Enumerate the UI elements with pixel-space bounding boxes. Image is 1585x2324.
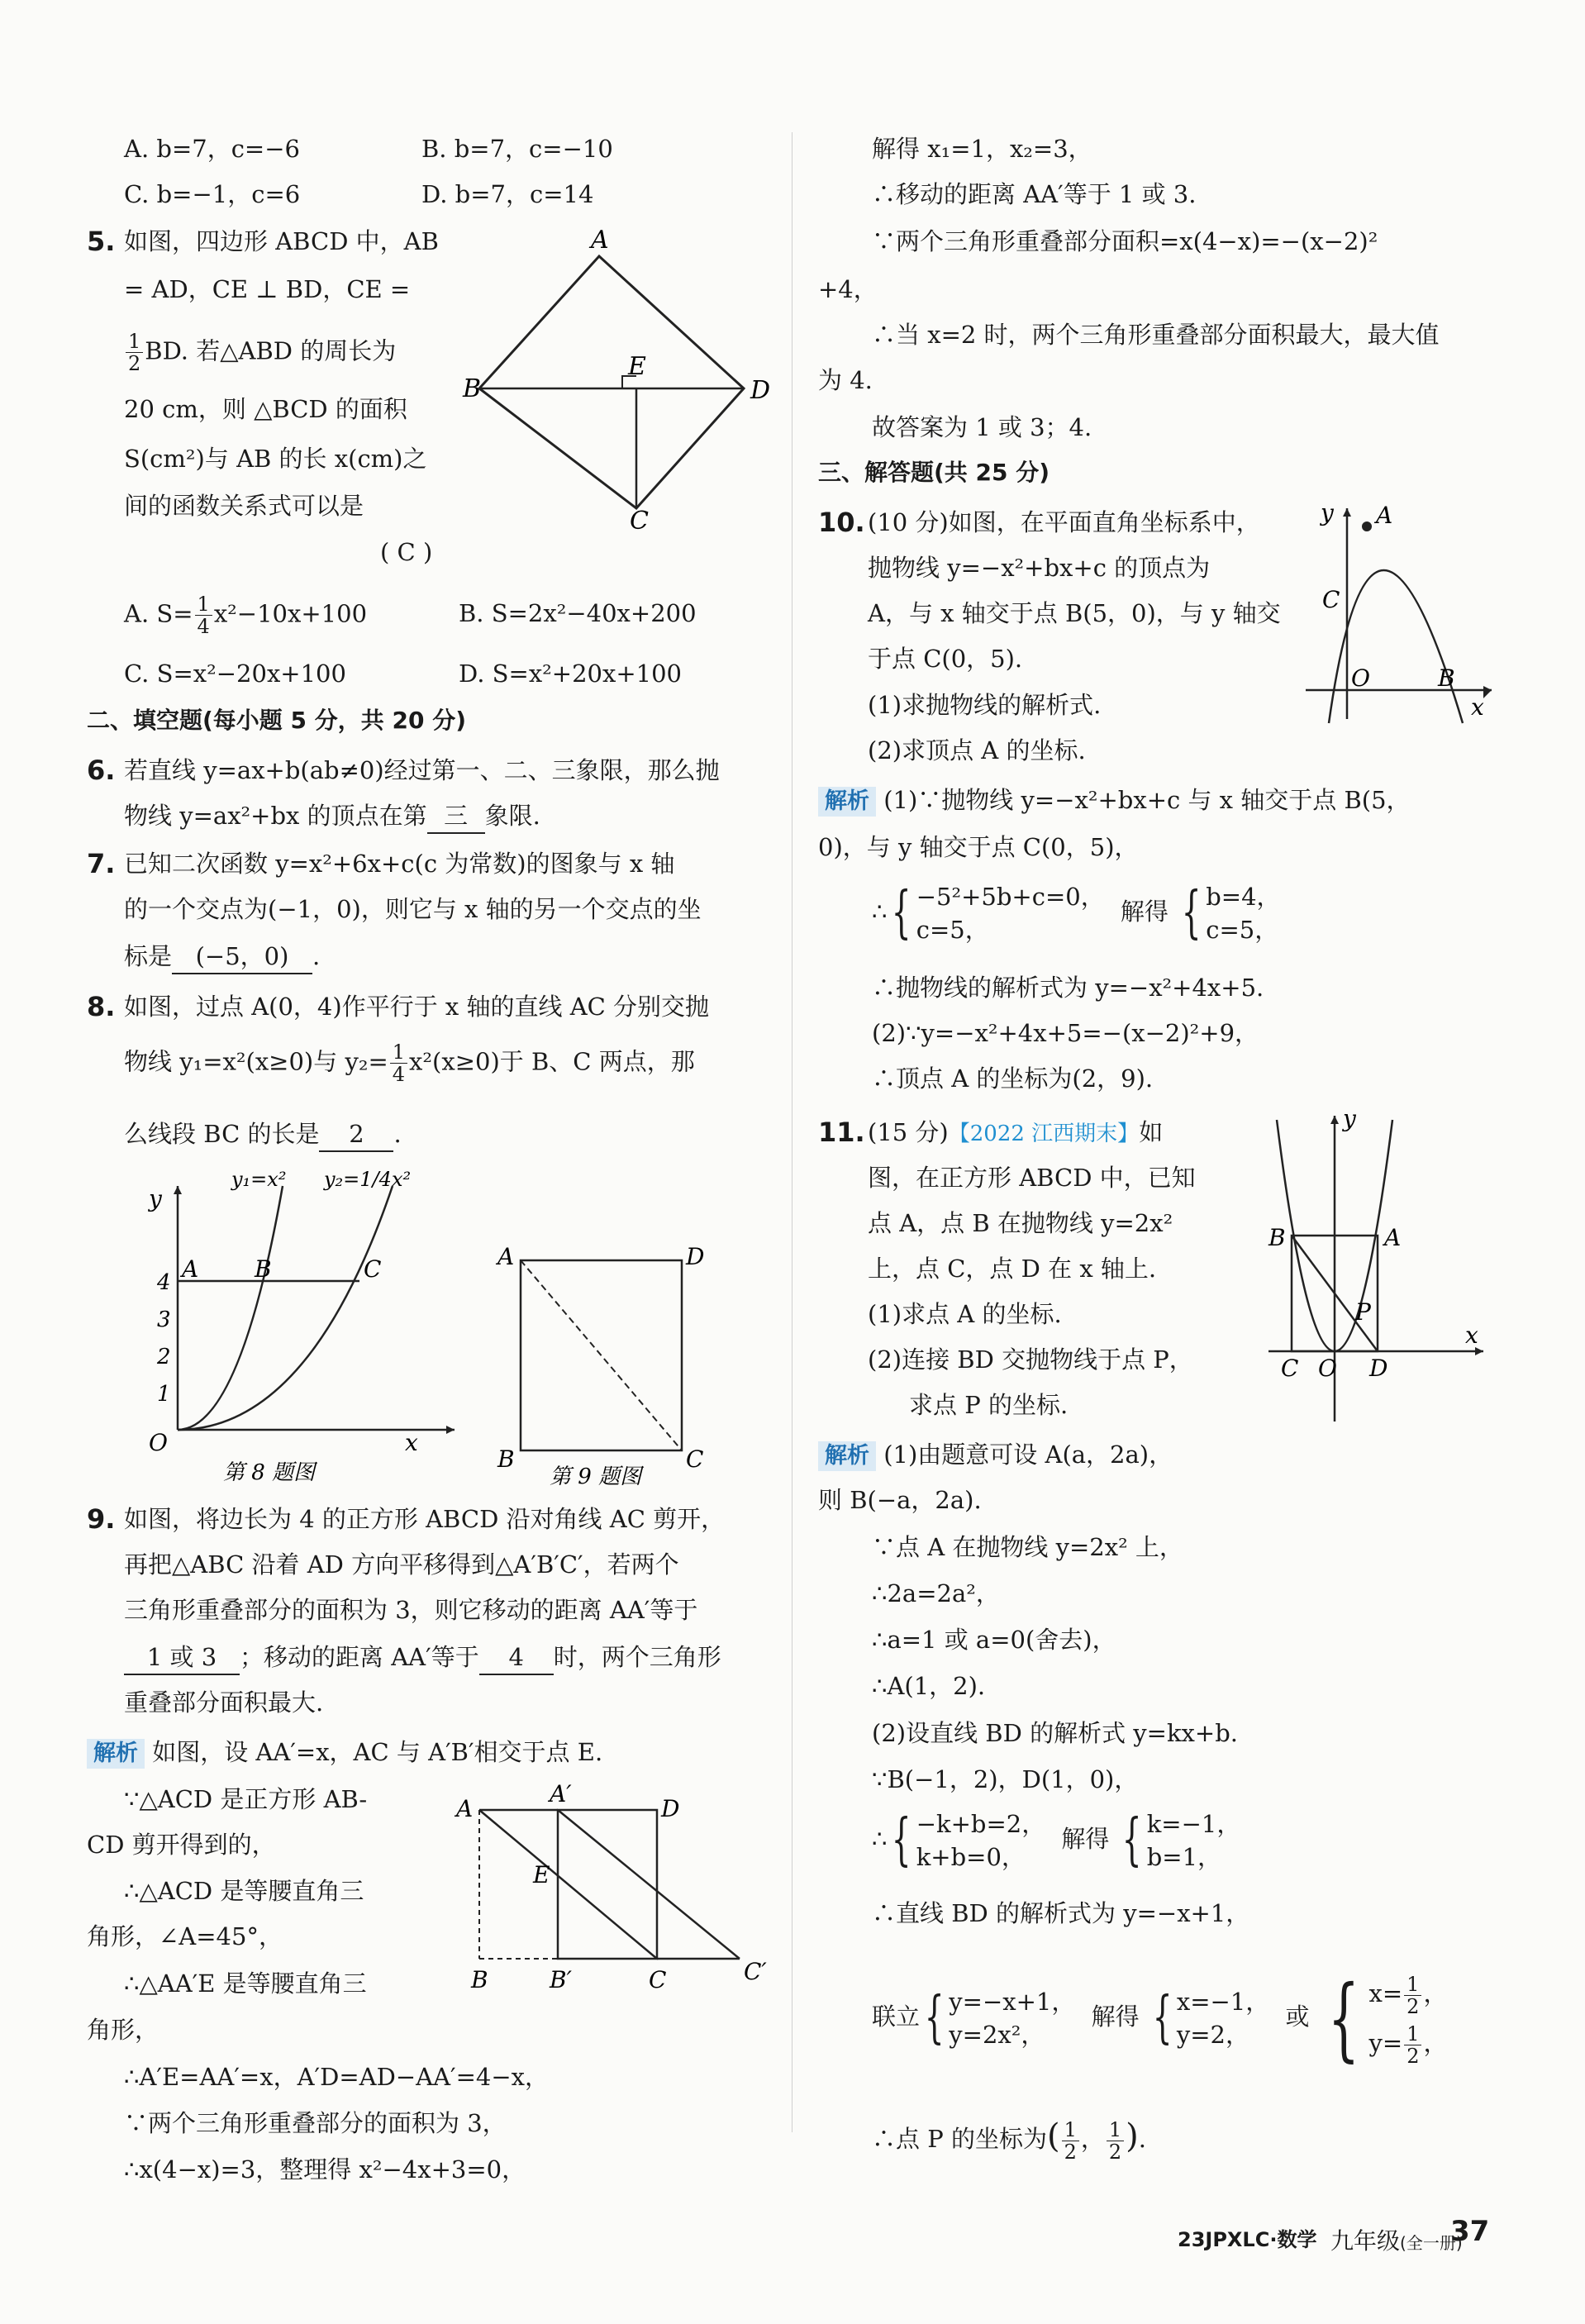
q5-option-b[interactable]: B. S=2x²−40x+200 xyxy=(459,599,697,627)
q11-number: 11. xyxy=(818,1117,865,1148)
label-e: E xyxy=(628,352,646,381)
q7-line-3: 标是 (−5，0) . xyxy=(124,940,320,974)
q5-line: 如图，四边形 ABCD 中，AB xyxy=(124,227,439,255)
tick-label: 2 xyxy=(157,1345,171,1369)
tick-label: 1 xyxy=(157,1382,171,1407)
q6-number: 6. xyxy=(87,755,116,786)
analysis-tag: 解析 xyxy=(87,1739,145,1769)
sol11-line: ∴a=1 或 a=0(舍去)， xyxy=(872,1626,1116,1654)
sol10-line: (2)∵y=−x²+4x+5=−(x−2)²+9， xyxy=(872,1019,1259,1047)
q5-answer: ( C ) xyxy=(380,538,433,566)
segment-ac xyxy=(479,1810,657,1959)
q8-line-1: 如图，过点 A(0，4)作平行于 x 轴的直线 AC 分别交抛 xyxy=(124,993,710,1021)
q9-line-5: 重叠部分面积最大. xyxy=(124,1688,324,1717)
footer-code: 23JPXLC·数学 xyxy=(1178,2228,1317,2251)
section-2-heading: 二、填空题(每小题 5 分，共 20 分) xyxy=(87,707,467,734)
sol11-line: ∵点 A 在抛物线 y=2x² 上， xyxy=(872,1533,1183,1561)
label-y: y xyxy=(1321,499,1334,526)
q11-source: 【2022 江西期末】 xyxy=(948,1122,1140,1146)
q5-line: 20 cm，则 △BCD 的面积 xyxy=(124,395,407,423)
section-3-heading: 三、解答题(共 25 分) xyxy=(818,459,1050,486)
q9-line-1: 如图，将边长为 4 的正方形 ABCD 沿对角线 AC 剪开， xyxy=(124,1505,726,1533)
label-b: B xyxy=(1438,664,1455,692)
q11-line: 上，点 C，点 D 在 x 轴上. xyxy=(868,1255,1157,1283)
sol9-line: ∴A′E=AA′=x，A′D=AD−AA′=4−x， xyxy=(124,2063,550,2091)
fig9-caption: 第 9 题图 xyxy=(550,1464,642,1489)
x-axis-label: x xyxy=(405,1429,418,1456)
sol10-line: 0)，与 y 轴交于点 C(0，5)， xyxy=(818,833,1139,861)
q11-graph xyxy=(1252,1103,1492,1434)
y-axis-label: y xyxy=(149,1185,162,1212)
q10-line: 抛物线 y=−x²+bx+c 的顶点为 xyxy=(868,554,1211,582)
sol9-line: CD 剪开得到的， xyxy=(87,1831,276,1859)
label-c: C xyxy=(686,1445,704,1473)
q11-line-1: (15 分)【2022 江西期末】如 xyxy=(868,1118,1164,1146)
q7-number: 7. xyxy=(87,848,116,879)
sol11-system-1: ∴{ −k+b=2， k+b=0， 解得 { k=−1， b=1， xyxy=(872,1807,1241,1873)
parabola-y1 xyxy=(178,1186,283,1430)
y1-label: y₁=x² xyxy=(231,1168,287,1191)
q5-figure xyxy=(463,223,843,536)
fig9-square xyxy=(488,1236,802,1492)
quadrilateral-abcd xyxy=(479,256,744,508)
label-a: A xyxy=(591,226,609,255)
parabola-y2 xyxy=(178,1186,393,1430)
sol9-line: ∴x(4−x)=3，整理得 x²−4x+3=0， xyxy=(124,2155,526,2184)
sol9-line: 角形， xyxy=(87,2016,159,2044)
sol9-continued: 为 4. xyxy=(818,366,873,394)
q8-line-3: 么线段 BC 的长是 2 . xyxy=(124,1117,402,1152)
q5-option-a[interactable]: A. S= $\frac{1}{4}$ x²−10x+100 xyxy=(124,593,368,638)
sol10-system: ∴{ −5²+5b+c=0， c=5， 解得 { b=4， c=5， xyxy=(872,880,1281,945)
q7-answer[interactable]: (−5，0) xyxy=(172,940,312,974)
q6-line-2: 物线 y=ax²+bx 的顶点在第 三 象限. xyxy=(124,799,540,834)
sol9-continued: 解得 x₁=1，x₂=3， xyxy=(872,135,1092,163)
label-a: A xyxy=(497,1243,515,1270)
sol11-line: ∴A(1，2). xyxy=(872,1672,986,1700)
point-a-label: A xyxy=(182,1255,199,1283)
q4-option-d[interactable]: D. b=7，c=14 xyxy=(421,180,594,208)
label-d: D xyxy=(686,1243,705,1270)
q5-number: 5. xyxy=(87,226,116,257)
y2-label: y₂=1/4x² xyxy=(324,1168,412,1191)
label-c: C xyxy=(1322,586,1340,613)
label-a: A xyxy=(456,1795,474,1822)
q10-graph xyxy=(1297,496,1496,727)
q4-option-b[interactable]: B. b=7，c=−10 xyxy=(421,135,613,163)
sol10-line-1: 解析 (1)∵抛物线 y=−x²+bx+c 与 x 轴交于点 B(5， xyxy=(818,783,1411,817)
sol9-line: ∴△ACD 是等腰直角三 xyxy=(124,1877,364,1905)
sol11-final: ∴点 P 的坐标为( $\frac{1}{2}$ ， $\frac{1}{2}$ ). xyxy=(872,2117,1146,2164)
label-e: E xyxy=(533,1861,550,1888)
x-axis-arrow-icon xyxy=(446,1426,455,1434)
label-d: D xyxy=(1369,1355,1388,1382)
q9-number: 9. xyxy=(87,1503,116,1535)
origin-label: O xyxy=(149,1429,168,1456)
q9-line-2: 再把△ABC 沿着 AD 方向平移得到△A′B′C′，若两个 xyxy=(124,1550,679,1579)
q10-line: (10 分)如图，在平面直角坐标系中， xyxy=(868,508,1260,536)
sol10-line: ∴顶点 A 的坐标为(2，9). xyxy=(872,1064,1154,1093)
q9-line-3: 三角形重叠部分的面积为 3，则它移动的距离 AA′等于 xyxy=(124,1596,698,1624)
fraction-half: $\frac{1}{2}$ xyxy=(126,331,143,374)
q5-line-3: $\frac{1}{2}$ BD. 若△ABD 的周长为 xyxy=(124,331,396,374)
fig8-graph xyxy=(132,1161,463,1492)
sol11-line: (2)设直线 BD 的解析式 y=kx+b. xyxy=(872,1719,1238,1747)
q10-number: 10. xyxy=(818,507,865,538)
sol9-continued: ∴移动的距离 AA′等于 1 或 3. xyxy=(872,180,1197,208)
label-d: D xyxy=(661,1795,680,1822)
q8-answer[interactable]: 2 xyxy=(319,1117,393,1152)
sol9-continued: +4， xyxy=(818,275,878,303)
sol9-continued: ∵两个三角形重叠部分面积=x(4−x)=−(x−2)² xyxy=(872,227,1378,255)
q11-line: 求点 P 的坐标. xyxy=(909,1391,1069,1419)
q7-line-1: 已知二次函数 y=x²+6x+c(c 为常数)的图象与 x 轴 xyxy=(124,850,675,878)
sol9-line-1: 解析 如图，设 AA′=x，AC 与 A′B′相交于点 E. xyxy=(87,1736,602,1769)
label-b: B xyxy=(463,374,482,403)
diagonal-ac xyxy=(521,1260,682,1450)
q11-line: (1)求点 A 的坐标. xyxy=(868,1300,1062,1328)
segment-ac2 xyxy=(558,1810,740,1959)
label-b: B xyxy=(497,1445,515,1473)
q10-line: (2)求顶点 A 的坐标. xyxy=(868,736,1086,764)
sol11-line: ∵B(−1，2)，D(1，0)， xyxy=(872,1765,1139,1793)
footer-grade: 九年级(全一册) xyxy=(1330,2227,1463,2255)
q8-number: 8. xyxy=(87,991,116,1022)
q7-line-2: 的一个交点为(−1，0)，则它与 x 轴的另一个交点的坐 xyxy=(124,895,702,923)
label-c-prime: C′ xyxy=(744,1958,767,1985)
label-a: A xyxy=(1376,502,1393,529)
label-b: B xyxy=(1268,1224,1286,1251)
sol9-line: ∵△ACD 是正方形 AB- xyxy=(124,1785,368,1813)
y-axis-arrow-icon xyxy=(174,1186,182,1194)
tick-label: 3 xyxy=(157,1307,171,1332)
point-b-label: B xyxy=(255,1255,272,1283)
q6-answer[interactable]: 三 xyxy=(427,799,485,834)
sol11-line-1: 解析 (1)由题意可设 A(a，2a)， xyxy=(818,1438,1173,1471)
y-axis-arrow-icon xyxy=(1330,1116,1339,1124)
sol9-line: 角形，∠A=45°， xyxy=(87,1922,283,1950)
q10-line: (1)求抛物线的解析式. xyxy=(868,691,1102,719)
label-y: y xyxy=(1343,1105,1356,1132)
label-a: A xyxy=(1384,1224,1402,1251)
label-c: C xyxy=(649,1966,667,1993)
q10-line: 于点 C(0，5). xyxy=(868,645,1023,673)
sol11-line: ∴直线 BD 的解析式为 y=−x+1， xyxy=(872,1899,1250,1927)
q10-line: A，与 x 轴交于点 B(5，0)，与 y 轴交 xyxy=(868,599,1281,627)
rect-a-d-c-b xyxy=(558,1810,657,1959)
q11-line: (2)连接 BD 交抛物线于点 P， xyxy=(868,1345,1193,1374)
analysis-tag: 解析 xyxy=(818,1441,876,1471)
y-axis-arrow-icon xyxy=(1343,508,1351,517)
sol9-continued: 故答案为 1 或 3；4. xyxy=(872,413,1092,441)
label-a-prime: A′ xyxy=(550,1780,572,1807)
sol9-line: ∴△AA′E 是等腰直角三 xyxy=(124,1969,367,1998)
analysis-tag: 解析 xyxy=(818,787,876,817)
sol9-line: ∵两个三角形重叠部分的面积为 3， xyxy=(124,2109,507,2137)
x-axis-arrow-icon xyxy=(1483,686,1492,698)
page-number: 37 xyxy=(1450,2215,1490,2248)
label-b: B xyxy=(471,1966,488,1993)
vertex-a-dot xyxy=(1362,521,1372,531)
label-b-prime: B′ xyxy=(550,1966,572,1993)
q5-line: 间的函数关系式可以是 xyxy=(124,492,364,520)
q11-line: 点 A，点 B 在抛物线 y=2x² xyxy=(868,1209,1173,1237)
sol11-system-2: 联立{ y=−x+1， y=2x²， 解得 { x=−1， y=2， 或 { x= $\frac{1}{2}$ ， y= $\frac{1}{2}$ ， xyxy=(872,1965,1448,2071)
q4-option-c[interactable]: C. b=−1，c=6 xyxy=(124,180,301,208)
sol9-figure xyxy=(455,1780,785,2000)
tick-label: 4 xyxy=(157,1270,171,1295)
q9-answer-2[interactable]: 4 xyxy=(479,1641,554,1675)
label-c: C xyxy=(1281,1355,1299,1382)
point-c-label: C xyxy=(364,1255,382,1283)
q5-option-c[interactable]: C. S=x²−20x+100 xyxy=(124,660,346,688)
label-o: O xyxy=(1318,1355,1337,1382)
label-x: x xyxy=(1471,693,1484,721)
label-o: O xyxy=(1351,664,1370,692)
q9-answer-1[interactable]: 1 或 3 xyxy=(124,1641,240,1675)
sol11-line: 则 B(−a，2a). xyxy=(818,1486,982,1514)
sol10-line: ∴抛物线的解析式为 y=−x²+4x+5. xyxy=(872,974,1264,1002)
label-c: C xyxy=(630,507,649,536)
parabola xyxy=(1329,570,1463,723)
sol9-continued: ∴当 x=2 时，两个三角形重叠部分面积最大，最大值 xyxy=(872,321,1440,349)
label-p: P xyxy=(1355,1298,1371,1326)
q5-option-d[interactable]: D. S=x²+20x+100 xyxy=(459,660,683,688)
q5-line: S(cm²)与 AB 的长 x(cm)之 xyxy=(124,445,427,473)
fig8-caption: 第 8 题图 xyxy=(223,1460,316,1485)
q8-line-2: 物线 y₁=x²(x≥0)与 y₂= $\frac{1}{4}$ x²(x≥0)于 B、C 两点，那 xyxy=(124,1041,695,1086)
q11-line: 图，在正方形 ABCD 中，已知 xyxy=(868,1164,1196,1192)
sol11-line: ∴2a=2a²， xyxy=(872,1579,1000,1607)
q5-line: = AD，CE ⊥ BD，CE = xyxy=(124,275,411,303)
label-d: D xyxy=(750,376,771,405)
label-x: x xyxy=(1465,1322,1478,1349)
q6-line-1: 若直线 y=ax+b(ab≠0)经过第一、二、三象限，那么抛 xyxy=(124,756,720,784)
q4-option-a[interactable]: A. b=7，c=−6 xyxy=(124,135,300,163)
q9-line-4: 1 或 3 ；移动的距离 AA′等于 4 时，两个三角形 xyxy=(124,1641,721,1675)
